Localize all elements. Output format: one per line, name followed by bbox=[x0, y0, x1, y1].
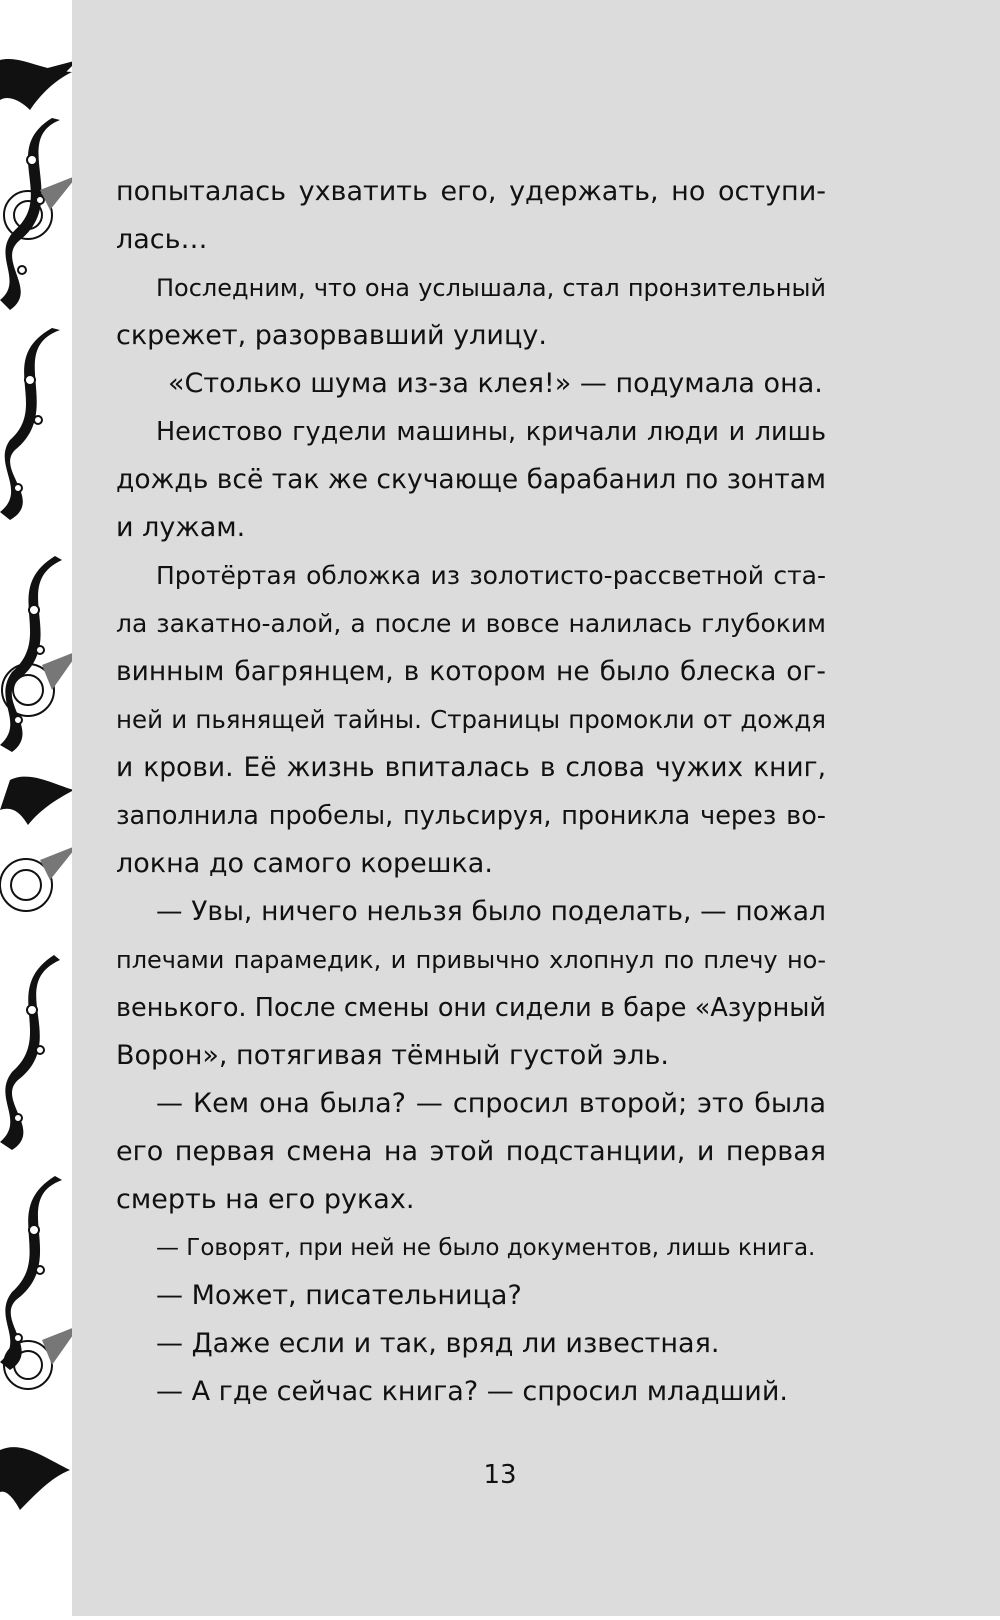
text-line: его первая смена на этой подстанции, и первая bbox=[116, 1136, 826, 1167]
page-number: 13 bbox=[483, 1460, 517, 1490]
text-line: и лужам. bbox=[116, 512, 246, 543]
text-line: винным багрянцем, в котором не было блеска ог- bbox=[116, 656, 826, 687]
text-line: заполнила пробелы, пульсируя, проникла через во- bbox=[116, 801, 826, 831]
text-line: смерть на его руках. bbox=[116, 1184, 415, 1215]
text-line: дождь всё так же скучающе барабанил по зонтам bbox=[116, 464, 826, 495]
text-line: — Может, писательница? bbox=[156, 1280, 522, 1311]
text-line: — Даже если и так, вряд ли известная. bbox=[156, 1328, 720, 1359]
ornament-illustration bbox=[0, 0, 82, 1616]
text-line: — Кем она была? — спросил второй; это была bbox=[156, 1088, 826, 1119]
text-line: локна до самого корешка. bbox=[116, 848, 493, 879]
text-line: лась… bbox=[116, 224, 208, 255]
text-line: ла закатно-алой, а после и вовсе налилась глубоким bbox=[116, 609, 826, 638]
body-text bbox=[116, 168, 826, 1416]
text-line: — Говорят, при ней не было документов, лишь книга. bbox=[156, 1235, 816, 1261]
text-line: Последним, что она услышала, стал пронзительный bbox=[156, 274, 826, 302]
text-line: Неистово гудели машины, кричали люди и лишь bbox=[156, 417, 826, 447]
text-line: скрежет, разорвавший улицу. bbox=[116, 320, 547, 351]
text-line: — А где сейчас книга? — спросил младший. bbox=[156, 1376, 788, 1407]
text-line: и крови. Её жизнь впиталась в слова чужих книг, bbox=[116, 752, 826, 783]
text-line: венького. После смены они сидели в баре «Азурный bbox=[116, 993, 826, 1023]
text-line: ней и пьянящей тайны. Страницы промокли от дождя bbox=[116, 705, 826, 734]
text-line: Ворон», потягивая тёмный густой эль. bbox=[116, 1040, 669, 1071]
ornamental-border bbox=[0, 0, 82, 1616]
text-line: попыталась ухватить его, удержать, но оступи- bbox=[116, 176, 826, 207]
text-line: «Столько шума из-за клея!» — подумала она. bbox=[168, 368, 823, 399]
text-line: плечами парамедик, и привычно хлопнул по плечу но- bbox=[116, 946, 826, 974]
text-line: — Увы, ничего нельзя было поделать, — пожал bbox=[156, 896, 826, 927]
text-line: Протёртая обложка из золотисто-рассветной ста- bbox=[156, 561, 826, 590]
